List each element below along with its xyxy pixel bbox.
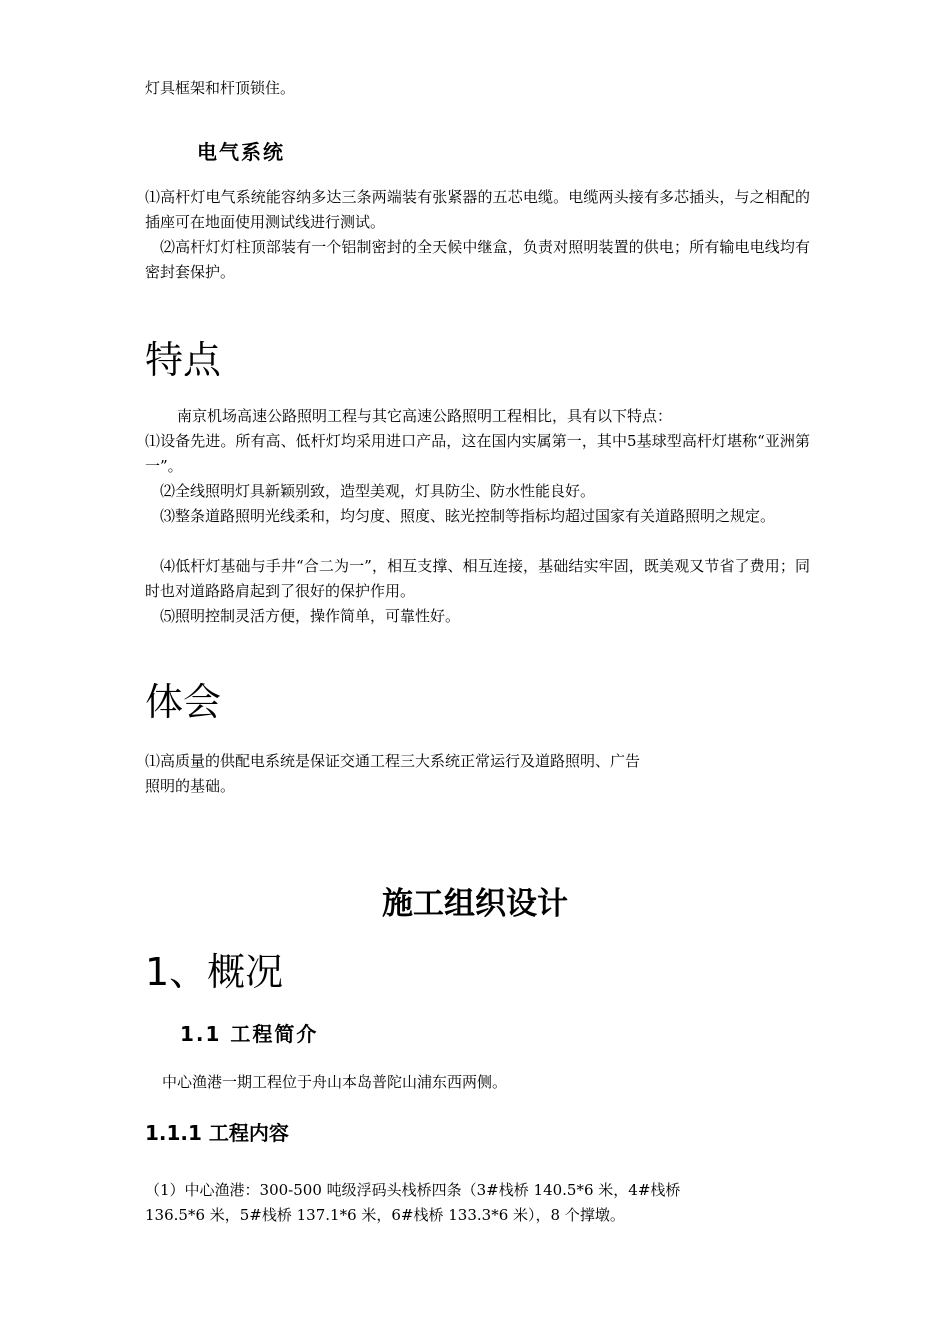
heading-experience: 体会 [145, 680, 222, 724]
electrical-paragraph-2: ⑵高杆灯灯柱顶部装有一个铝制密封的全天候中继盒，负责对照明装置的供电；所有输电电线均有密封套保护。 [145, 238, 810, 281]
electrical-paragraph-1: ⑴高杆灯电气系统能容纳多达三条两端装有张紧器的五芯电缆。电缆两头接有多芯插头，与之相配的插座可在地面使用测试线进行测试。 [145, 188, 810, 231]
features-item-5: ⑸照明控制灵活方便，操作简单，可靠性好。 [160, 607, 461, 625]
continuation-line: 灯具框架和杆顶锁住。 [145, 79, 296, 97]
title-construction-design: 施工组织设计 [382, 886, 568, 922]
heading-project-brief: 1.1 工程简介 [180, 1022, 319, 1046]
experience-line-2: 照明的基础。 [145, 777, 236, 795]
heading-project-content: 1.1.1 工程内容 [145, 1121, 289, 1145]
project-brief-text: 中心渔港一期工程位于舟山本岛普陀山浦东西两侧。 [162, 1073, 508, 1091]
heading-features: 特点 [145, 338, 222, 382]
experience-line-1: ⑴高质量的供配电系统是保证交通工程三大系统正常运行及道路照明、广告 [145, 752, 641, 770]
features-item-3: ⑶整条道路照明光线柔和，均匀度、照度、眩光控制等指标均超过国家有关道路照明之规定。 [160, 507, 776, 525]
features-item-2: ⑵全线照明灯具新颖别致，造型美观，灯具防尘、防水性能良好。 [160, 482, 596, 500]
features-item-4: ⑷低杆灯基础与手井“合二为一”，相互支撑、相互连接，基础结实牢固，既美观又节省了费用；同时也对道路路肩起到了很好的保护作用。 [145, 557, 810, 600]
heading-overview: 1、概况 [145, 950, 284, 994]
project-content-line-2: 136.5*6 米，5#栈桥 137.1*6 米，6#栈桥 133.3*6 米），8 个撑墩。 [145, 1206, 625, 1224]
features-intro: 南京机场高速公路照明工程与其它高速公路照明工程相比，具有以下特点： [177, 407, 673, 425]
heading-electrical-system: 电气系统 [197, 140, 285, 164]
project-content-line-1: （1）中心渔港：300-500 吨级浮码头栈桥四条（3#栈桥 140.5*6 米，4#栈桥 [145, 1181, 681, 1199]
features-item-1: ⑴设备先进。所有高、低杆灯均采用进口产品，这在国内实属第一，其中5基球型高杆灯堪称“亚洲第一”。 [145, 432, 810, 475]
